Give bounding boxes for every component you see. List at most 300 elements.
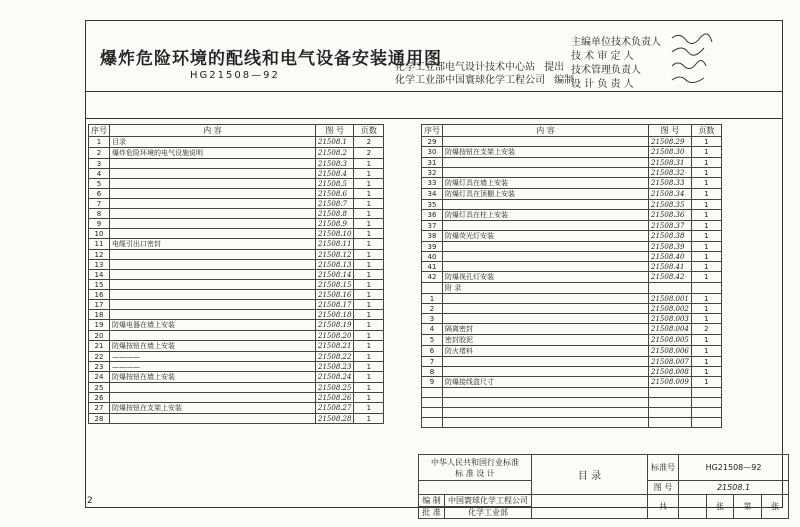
table-row — [89, 414, 384, 424]
row-number: 37 — [422, 221, 443, 231]
row-content — [110, 331, 316, 341]
total-label: 共 — [648, 495, 679, 519]
row-pages: 1 — [691, 367, 721, 377]
row-pages: 1 — [691, 346, 721, 357]
header-pages: 页数 — [354, 125, 384, 137]
row-drawing-no: 21508.13 — [316, 260, 354, 270]
row-drawing-no: 21508.002 — [649, 304, 692, 314]
row-drawing-no: 21508.39 — [649, 242, 692, 252]
table-row — [422, 346, 722, 357]
row-content — [110, 169, 316, 179]
row-drawing-no: 21508.40 — [649, 252, 692, 262]
row-content — [110, 290, 316, 300]
row-drawing-no: 21508.8 — [316, 209, 354, 219]
org-line-2 — [395, 71, 574, 86]
row-pages: 1 — [354, 393, 384, 403]
row-number: 21 — [89, 341, 110, 352]
row-drawing-no: 21508.29 — [649, 137, 692, 147]
table-row — [422, 367, 722, 377]
row-number: 42 — [422, 272, 443, 283]
row-pages: 1 — [691, 200, 721, 210]
table-row — [89, 331, 384, 341]
table-row — [422, 294, 722, 304]
row-content: 密封胶泥 — [443, 335, 649, 346]
header-pages: 页数 — [691, 125, 721, 137]
row-pages: 1 — [354, 331, 384, 341]
row-drawing-no: 21508.42 — [649, 272, 692, 283]
std-no-label: 标准号 — [648, 455, 679, 481]
document-code: HG21508—92 — [190, 70, 280, 81]
table-row — [422, 357, 722, 367]
row-number: 14 — [89, 270, 110, 280]
row-pages: 1 — [354, 383, 384, 393]
table-row — [422, 388, 722, 398]
table-row — [422, 314, 722, 324]
row-number: 38 — [422, 231, 443, 242]
row-pages: 1 — [354, 169, 384, 179]
row-drawing-no: 21508.008 — [649, 367, 692, 377]
row-number: 2 — [89, 148, 110, 159]
header-divider — [85, 91, 783, 92]
table-row — [89, 290, 384, 300]
row-content — [110, 310, 316, 320]
row-drawing-no: 21508.38 — [649, 231, 692, 242]
row-drawing-no — [649, 388, 692, 398]
table-row — [422, 189, 722, 200]
row-drawing-no: 21508.21 — [316, 341, 354, 352]
approved-label: 批 准 — [419, 507, 445, 519]
row-drawing-no: 21508.22 — [316, 352, 354, 362]
row-drawing-no: 21508.006 — [649, 346, 692, 357]
row-drawing-no: 21508.11 — [316, 239, 354, 250]
table-row — [89, 189, 384, 199]
row-content — [443, 221, 649, 231]
row-pages: 1 — [691, 137, 721, 147]
std-no: HG21508—92 — [679, 455, 789, 481]
toc-table-left — [88, 124, 384, 424]
row-drawing-no: 21508.9 — [316, 219, 354, 229]
row-drawing-no: 21508.007 — [649, 357, 692, 367]
header-drawing: 图 号 — [649, 125, 692, 137]
row-content: 爆炸危险环境的电气设施说明 — [110, 148, 316, 159]
row-content: 防爆按钮在支架上安装 — [110, 403, 316, 414]
sheet-label: 第 — [734, 495, 762, 519]
row-content: 防爆按钮在墙上安装 — [110, 372, 316, 383]
row-content — [110, 383, 316, 393]
table-row — [422, 408, 722, 418]
row-content: 防爆灯具在柱上安装 — [443, 210, 649, 221]
row-pages: 1 — [691, 357, 721, 367]
row-content — [443, 168, 649, 178]
toc-header-row — [422, 125, 722, 137]
row-content — [110, 189, 316, 199]
table-row — [422, 242, 722, 252]
drawing-no: 21508.1 — [679, 481, 789, 495]
row-content — [110, 250, 316, 260]
row-number: 5 — [89, 179, 110, 189]
row-content — [110, 199, 316, 209]
row-pages: 1 — [691, 168, 721, 178]
table-row — [422, 252, 722, 262]
org-role-2: 编制 — [554, 75, 575, 86]
row-pages: 1 — [354, 403, 384, 414]
header-drawing: 图 号 — [316, 125, 354, 137]
row-pages: 1 — [691, 231, 721, 242]
blank-band-divider — [85, 118, 783, 119]
row-drawing-no: 21508.30 — [649, 147, 692, 158]
row-content: ———— — [110, 352, 316, 362]
row-pages: 1 — [691, 147, 721, 158]
table-row — [89, 372, 384, 383]
row-number: 27 — [89, 403, 110, 414]
row-number: 9 — [89, 219, 110, 229]
row-number — [422, 398, 443, 408]
role-4-label: 设 计 负 责 人 — [571, 79, 634, 90]
table-row — [422, 418, 722, 428]
row-drawing-no: 21508.17 — [316, 300, 354, 310]
row-pages: 1 — [354, 310, 384, 320]
row-pages: 1 — [691, 262, 721, 272]
row-number: 29 — [422, 137, 443, 147]
row-drawing-no: 21508.7 — [316, 199, 354, 209]
row-drawing-no: 21508.2 — [316, 148, 354, 159]
table-row — [422, 283, 722, 294]
row-pages: 1 — [354, 179, 384, 189]
row-pages: 1 — [354, 159, 384, 169]
row-number: 24 — [89, 372, 110, 383]
row-drawing-no: 21508.009 — [649, 377, 692, 388]
row-pages: 1 — [691, 242, 721, 252]
table-row — [89, 219, 384, 229]
row-drawing-no: 21508.20 — [316, 331, 354, 341]
row-content: 附 录 — [443, 283, 649, 294]
signatures — [668, 28, 776, 90]
row-pages — [691, 408, 721, 418]
table-row — [422, 221, 722, 231]
table-row — [422, 324, 722, 335]
title-block — [418, 454, 789, 519]
row-drawing-no: 21508.36 — [649, 210, 692, 221]
row-number: 41 — [422, 262, 443, 272]
row-content — [110, 270, 316, 280]
row-pages: 1 — [354, 199, 384, 209]
row-pages: 1 — [691, 314, 721, 324]
row-content — [443, 314, 649, 324]
row-pages — [691, 388, 721, 398]
row-number — [422, 408, 443, 418]
row-content — [110, 229, 316, 239]
row-drawing-no: 21508.1 — [316, 137, 354, 148]
toc-header-row — [89, 125, 384, 137]
row-content — [443, 388, 649, 398]
table-row — [89, 137, 384, 148]
row-number: 35 — [422, 200, 443, 210]
row-number: 4 — [422, 324, 443, 335]
role-2-label: 技 术 审 定 人 — [571, 51, 634, 62]
row-content: 防爆按钮在墙上安装 — [110, 341, 316, 352]
table-row — [89, 179, 384, 189]
table-row — [422, 158, 722, 168]
row-pages: 1 — [691, 304, 721, 314]
row-pages: 1 — [691, 272, 721, 283]
row-content: 电缆引出口密封 — [110, 239, 316, 250]
row-content: 隔离密封 — [443, 324, 649, 335]
org-name-2: 化学工业部中国寰球化学工程公司 — [395, 75, 545, 86]
row-content — [443, 158, 649, 168]
row-drawing-no: 21508.33 — [649, 178, 692, 189]
row-drawing-no: 21508.23 — [316, 362, 354, 372]
role-3-label: 技术管理负责人 — [571, 65, 641, 76]
row-drawing-no: 21508.16 — [316, 290, 354, 300]
row-pages: 1 — [354, 300, 384, 310]
table-row — [89, 169, 384, 179]
table-row — [422, 272, 722, 283]
row-pages: 1 — [354, 414, 384, 424]
table-row — [422, 231, 722, 242]
table-row — [89, 352, 384, 362]
table-row — [422, 335, 722, 346]
row-number: 32 — [422, 168, 443, 178]
row-content — [443, 408, 649, 418]
row-pages: 1 — [354, 341, 384, 352]
row-number: 31 — [422, 158, 443, 168]
row-drawing-no: 21508.10 — [316, 229, 354, 239]
row-drawing-no: 21508.005 — [649, 335, 692, 346]
row-drawing-no: 21508.37 — [649, 221, 692, 231]
compiled-value: 中国寰球化学工程公司 — [445, 495, 532, 507]
row-pages: 1 — [354, 250, 384, 260]
row-pages: 1 — [691, 252, 721, 262]
row-number: 23 — [89, 362, 110, 372]
row-pages — [691, 283, 721, 294]
row-pages: 1 — [691, 189, 721, 200]
row-number: 33 — [422, 178, 443, 189]
standard-line-1: 中华人民共和国行业标准 — [431, 457, 519, 467]
row-drawing-no — [649, 398, 692, 408]
table-row — [89, 250, 384, 260]
row-pages: 1 — [691, 377, 721, 388]
table-row — [422, 168, 722, 178]
row-content — [443, 200, 649, 210]
row-drawing-no — [649, 418, 692, 428]
row-number: 1 — [89, 137, 110, 148]
header-content: 内 容 — [443, 125, 649, 137]
row-number: 8 — [89, 209, 110, 219]
standard-heading — [419, 455, 532, 481]
table-row — [89, 209, 384, 219]
row-drawing-no — [649, 408, 692, 418]
row-number: 34 — [422, 189, 443, 200]
table-row — [89, 280, 384, 290]
row-number: 7 — [89, 199, 110, 209]
row-number: 17 — [89, 300, 110, 310]
header-no: 序号 — [89, 125, 110, 137]
row-number: 22 — [89, 352, 110, 362]
row-number: 6 — [89, 189, 110, 199]
row-drawing-no: 21508.26 — [316, 393, 354, 403]
row-pages: 1 — [354, 280, 384, 290]
table-row — [422, 178, 722, 189]
drawing-no-label: 图 号 — [648, 481, 679, 495]
row-content — [110, 393, 316, 403]
row-content — [443, 418, 649, 428]
table-row — [89, 362, 384, 372]
row-content: 防爆接线盒尺寸 — [443, 377, 649, 388]
row-drawing-no: 21508.6 — [316, 189, 354, 199]
row-number: 20 — [89, 331, 110, 341]
row-drawing-no: 21508.5 — [316, 179, 354, 189]
row-number: 3 — [89, 159, 110, 169]
row-pages: 1 — [354, 372, 384, 383]
row-content — [443, 252, 649, 262]
row-number: 12 — [89, 250, 110, 260]
row-drawing-no — [649, 283, 692, 294]
table-row — [89, 229, 384, 239]
row-number: 5 — [422, 335, 443, 346]
row-content: 防爆荧光灯安装 — [443, 231, 649, 242]
row-number: 16 — [89, 290, 110, 300]
row-drawing-no: 21508.19 — [316, 320, 354, 331]
row-pages: 1 — [354, 209, 384, 219]
document-title: 爆炸危险环境的配线和电气设备安装通用图 — [100, 49, 442, 69]
row-drawing-no: 21508.25 — [316, 383, 354, 393]
row-content: 防爆灯具在墙上安装 — [443, 178, 649, 189]
row-drawing-no: 21508.34 — [649, 189, 692, 200]
row-drawing-no: 21508.27 — [316, 403, 354, 414]
row-content — [443, 357, 649, 367]
row-drawing-no: 21508.3 — [316, 159, 354, 169]
approved-value: 化学工业部 — [445, 507, 532, 519]
role-1-label: 主编单位技术负责人 — [571, 37, 661, 48]
row-number — [422, 388, 443, 398]
row-content — [110, 219, 316, 229]
row-pages: 1 — [354, 219, 384, 229]
row-content — [443, 304, 649, 314]
table-row — [422, 137, 722, 147]
row-pages: 2 — [691, 324, 721, 335]
row-number — [422, 283, 443, 294]
table-row — [422, 377, 722, 388]
row-pages: 1 — [354, 239, 384, 250]
row-content: 防爆视孔灯安装 — [443, 272, 649, 283]
table-row — [89, 383, 384, 393]
row-drawing-no: 21508.24 — [316, 372, 354, 383]
row-pages: 2 — [354, 137, 384, 148]
row-content — [443, 262, 649, 272]
compiled-label: 编 制 — [419, 495, 445, 507]
table-row — [89, 393, 384, 403]
row-number: 10 — [89, 229, 110, 239]
table-row — [422, 210, 722, 221]
row-pages: 1 — [691, 158, 721, 168]
table-row — [422, 398, 722, 408]
row-drawing-no: 21508.4 — [316, 169, 354, 179]
table-row — [422, 262, 722, 272]
row-content — [110, 260, 316, 270]
row-content — [110, 179, 316, 189]
row-pages: 1 — [354, 320, 384, 331]
row-drawing-no: 21508.004 — [649, 324, 692, 335]
table-row — [89, 310, 384, 320]
row-number: 18 — [89, 310, 110, 320]
row-number: 13 — [89, 260, 110, 270]
row-content: 防火堵料 — [443, 346, 649, 357]
row-pages: 1 — [354, 260, 384, 270]
row-drawing-no: 21508.12 — [316, 250, 354, 260]
row-number: 39 — [422, 242, 443, 252]
row-number: 9 — [422, 377, 443, 388]
toc-table-right — [421, 124, 722, 428]
row-number: 15 — [89, 280, 110, 290]
row-pages — [691, 398, 721, 408]
row-drawing-no: 21508.35 — [649, 200, 692, 210]
row-number — [422, 418, 443, 428]
row-content — [110, 300, 316, 310]
row-pages: 1 — [691, 178, 721, 189]
row-number: 36 — [422, 210, 443, 221]
table-row — [422, 147, 722, 158]
row-content: 目录 — [110, 137, 316, 148]
row-content — [110, 414, 316, 424]
row-number: 25 — [89, 383, 110, 393]
row-content — [443, 398, 649, 408]
table-row — [89, 300, 384, 310]
row-drawing-no: 21508.28 — [316, 414, 354, 424]
row-pages: 1 — [354, 229, 384, 239]
table-row — [89, 199, 384, 209]
table-row — [89, 148, 384, 159]
row-pages: 1 — [691, 221, 721, 231]
table-row — [422, 200, 722, 210]
row-pages: 1 — [354, 352, 384, 362]
row-pages: 1 — [691, 335, 721, 346]
table-row — [89, 260, 384, 270]
table-row — [89, 341, 384, 352]
row-drawing-no: 21508.18 — [316, 310, 354, 320]
row-pages: 1 — [691, 294, 721, 304]
page-number: 2 — [87, 496, 93, 506]
row-number: 28 — [89, 414, 110, 424]
row-number: 11 — [89, 239, 110, 250]
row-number: 1 — [422, 294, 443, 304]
row-content — [443, 242, 649, 252]
org-name-1: 化学工业部电气设计技术中心站 — [395, 62, 535, 73]
page-label: 张 — [762, 495, 789, 519]
table-row — [89, 270, 384, 280]
row-number: 19 — [89, 320, 110, 331]
table-row — [422, 304, 722, 314]
row-drawing-no: 21508.41 — [649, 262, 692, 272]
org-role-1: 提出 — [544, 62, 565, 73]
row-number: 7 — [422, 357, 443, 367]
row-number: 2 — [422, 304, 443, 314]
row-drawing-no: 21508.003 — [649, 314, 692, 324]
row-content — [443, 137, 649, 147]
row-content: 防爆灯具在顶棚上安装 — [443, 189, 649, 200]
table-row — [89, 320, 384, 331]
row-pages: 1 — [354, 290, 384, 300]
row-content — [110, 159, 316, 169]
sheet-name: 目 录 — [532, 455, 648, 495]
row-content — [443, 367, 649, 377]
sheets-label: 张 — [707, 495, 734, 519]
row-drawing-no: 21508.001 — [649, 294, 692, 304]
row-content — [110, 280, 316, 290]
row-number: 3 — [422, 314, 443, 324]
row-content: ———— — [110, 362, 316, 372]
row-number: 40 — [422, 252, 443, 262]
row-content — [443, 294, 649, 304]
